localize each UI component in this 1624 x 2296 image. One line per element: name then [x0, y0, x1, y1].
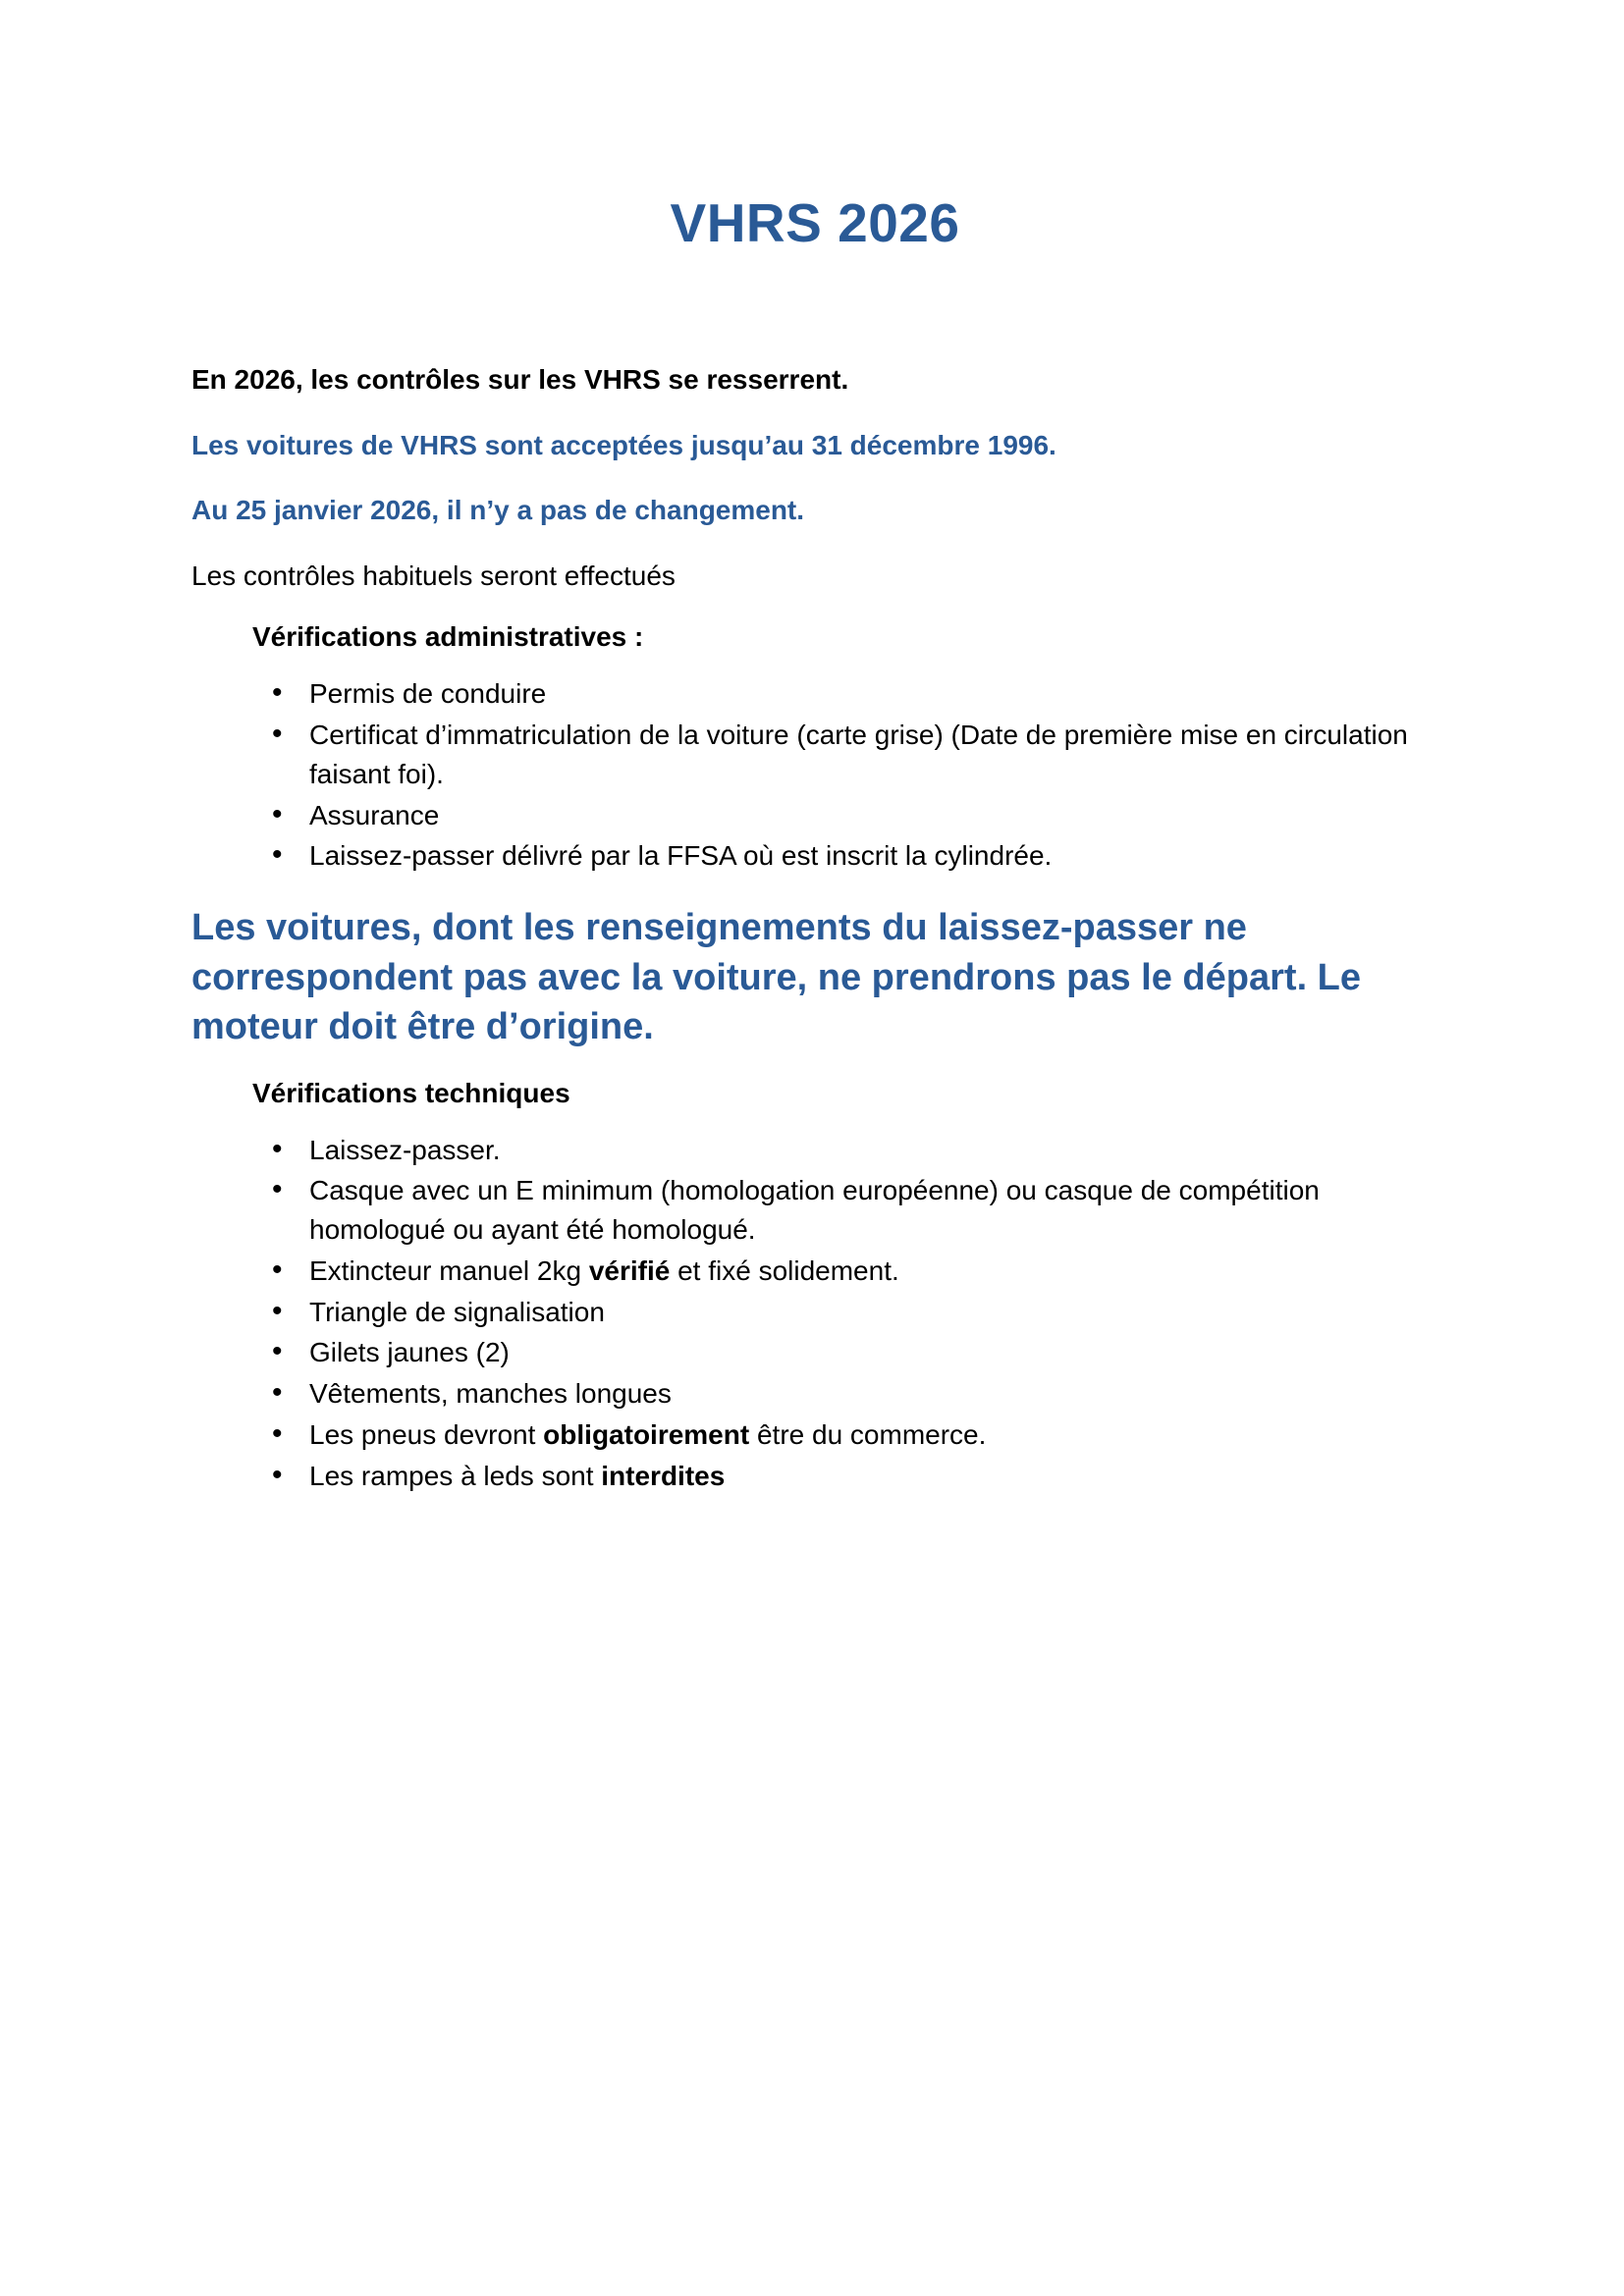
- list-item: • Laissez-passer délivré par la FFSA où est inscrit la cylindrée.: [252, 836, 1438, 876]
- list-item: • Certificat d’immatriculation de la voiture (carte grise) (Date de première mise en circulation faisant foi).: [252, 716, 1438, 794]
- intro-line-3: Au 25 janvier 2026, il n’y a pas de changement.: [191, 495, 805, 526]
- list-item: • Permis de conduire: [252, 674, 1438, 714]
- list-item-emphasis: interdites: [601, 1460, 726, 1491]
- list-item-emphasis: obligatoirement: [543, 1418, 750, 1450]
- document-body: [191, 0, 1438, 1497]
- list-item-text: Triangle de signalisation: [309, 1296, 605, 1327]
- list-item: [252, 1131, 1438, 1170]
- intro-line-2: Les voitures de VHRS sont acceptées jusqu’au 31 décembre 1996.: [191, 429, 1056, 460]
- list-item-text-pre: Extincteur manuel 2kg: [309, 1255, 589, 1286]
- technical-checks-list: [191, 1131, 1438, 1496]
- section-heading-technique: Vérifications techniques: [252, 1077, 570, 1108]
- section-heading-administrative: Vérifications administratives :: [252, 621, 644, 653]
- intro-line-1: En 2026, les contrôles sur les VHRS se resserrent.: [191, 364, 849, 395]
- list-item: [252, 1293, 1438, 1332]
- list-item: [252, 1252, 1438, 1291]
- list-item-text-post: être du commerce.: [749, 1418, 987, 1450]
- list-item: [252, 1457, 1438, 1496]
- list-item: • Assurance: [252, 796, 1438, 835]
- intro-line-4: Les contrôles habituels seront effectués: [191, 560, 676, 591]
- list-item-text-pre: Les pneus devront: [309, 1418, 544, 1450]
- warning-paragraph: Les voitures, dont les renseignements du laissez-passer ne correspondent pas avec la voiture, ne prendrons pas le départ. Le moteur doit être d’origine.: [191, 907, 1362, 1048]
- administrative-checks-list: [191, 674, 1438, 876]
- list-item: [252, 1415, 1438, 1455]
- list-item: [252, 1374, 1438, 1414]
- list-item: [252, 1171, 1438, 1250]
- page-title: VHRS 2026: [670, 192, 960, 253]
- list-item-text-pre: Les rampes à leds sont: [309, 1460, 602, 1491]
- list-item-text-post: et fixé solidement.: [670, 1255, 899, 1286]
- list-item-text: Casque avec un E minimum (homologation européenne) ou casque de compétition homologué ou ayant été homologué.: [309, 1175, 1320, 1246]
- list-item: [252, 1333, 1438, 1372]
- list-item-text: Laissez-passer.: [309, 1134, 501, 1165]
- list-item-text: Gilets jaunes (2): [309, 1337, 510, 1368]
- list-item-text: Vêtements, manches longues: [309, 1378, 672, 1410]
- list-item-emphasis: vérifié: [588, 1255, 671, 1286]
